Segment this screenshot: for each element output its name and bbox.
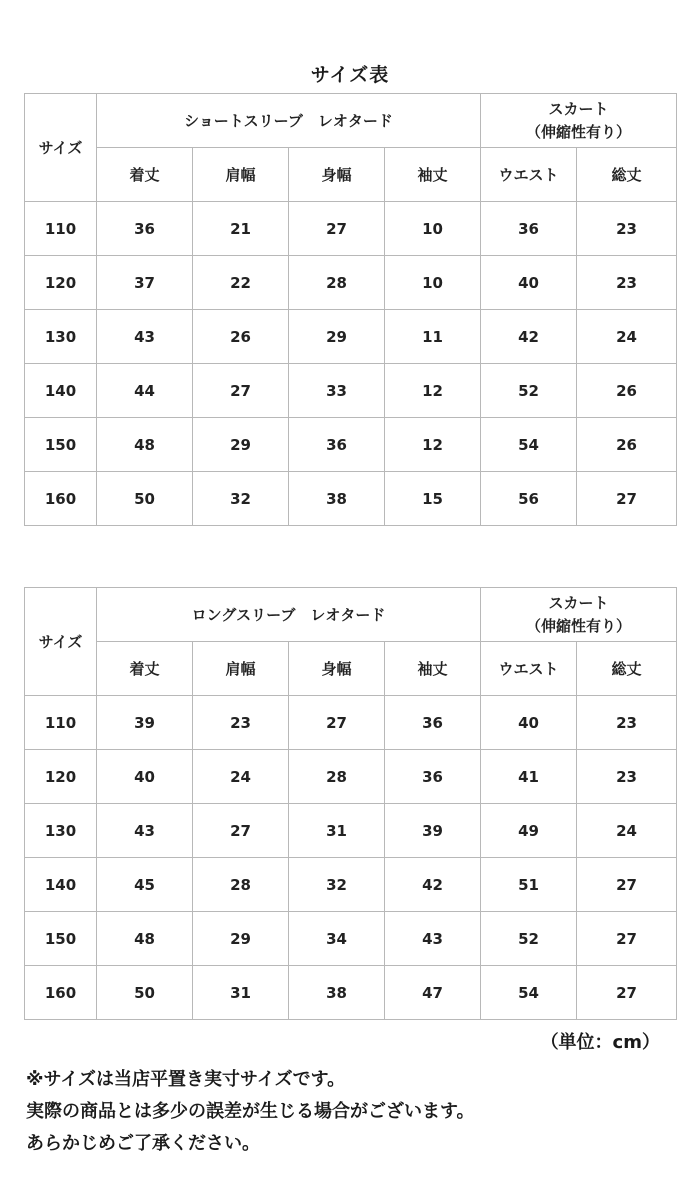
table-cell: 27 <box>289 696 385 750</box>
table-cell: 42 <box>481 310 577 364</box>
table-cell: 40 <box>481 696 577 750</box>
skirt-header-label: スカート <box>548 593 609 612</box>
table-cell: 110 <box>25 202 97 256</box>
page-title: サイズ表 <box>310 64 390 86</box>
table-cell: 38 <box>289 966 385 1020</box>
table-cell: 24 <box>193 750 289 804</box>
table-cell: 130 <box>25 310 97 364</box>
table-cell: 42 <box>385 858 481 912</box>
table-cell: 110 <box>25 696 97 750</box>
column-header: 袖丈 <box>385 642 481 696</box>
table-cell: 28 <box>289 256 385 310</box>
leotard-header: ショートスリーブ レオタード <box>97 94 481 148</box>
table-cell: 33 <box>289 364 385 418</box>
table-cell: 40 <box>481 256 577 310</box>
table-cell: 120 <box>25 256 97 310</box>
table-cell: 32 <box>193 472 289 526</box>
table-row <box>25 202 677 256</box>
table-row <box>25 696 677 750</box>
table-cell: 51 <box>481 858 577 912</box>
table-row <box>25 858 677 912</box>
table-cell: 27 <box>193 364 289 418</box>
column-header: 身幅 <box>289 148 385 202</box>
table-cell: 22 <box>193 256 289 310</box>
table-cell: 29 <box>289 310 385 364</box>
table-cell: 36 <box>385 696 481 750</box>
table-cell: 50 <box>97 472 193 526</box>
table-cell: 39 <box>385 804 481 858</box>
table-cell: 150 <box>25 418 97 472</box>
table-cell: 150 <box>25 912 97 966</box>
note-line: あらかじめご了承ください。 <box>26 1133 260 1154</box>
table-cell: 23 <box>193 696 289 750</box>
table-cell: 32 <box>289 858 385 912</box>
table-cell: 47 <box>385 966 481 1020</box>
table-cell: 160 <box>25 472 97 526</box>
table-cell: 27 <box>577 858 677 912</box>
table-cell: 52 <box>481 912 577 966</box>
table-row <box>25 804 677 858</box>
table-cell: 12 <box>385 364 481 418</box>
table-row <box>25 966 677 1020</box>
leotard-header: ロングスリーブ レオタード <box>97 588 481 642</box>
table-cell: 44 <box>97 364 193 418</box>
column-header: ウエスト <box>481 642 577 696</box>
column-header: 袖丈 <box>385 148 481 202</box>
table-cell: 27 <box>577 472 677 526</box>
column-header: 肩幅 <box>193 642 289 696</box>
skirt-header <box>481 94 677 148</box>
table-cell: 34 <box>289 912 385 966</box>
table-cell: 26 <box>577 364 677 418</box>
table-cell: 38 <box>289 472 385 526</box>
table-cell: 43 <box>97 310 193 364</box>
column-header: 総丈 <box>577 148 677 202</box>
table-cell: 27 <box>193 804 289 858</box>
table-cell: 36 <box>97 202 193 256</box>
skirt-header-label: スカート <box>548 99 609 118</box>
size-header: サイズ <box>25 588 97 696</box>
table-row <box>25 310 677 364</box>
table-cell: 12 <box>385 418 481 472</box>
table-cell: 31 <box>193 966 289 1020</box>
table-cell: 29 <box>193 912 289 966</box>
table-cell: 140 <box>25 858 97 912</box>
table-cell: 50 <box>97 966 193 1020</box>
table-cell: 24 <box>577 804 677 858</box>
table-cell: 26 <box>193 310 289 364</box>
table-cell: 36 <box>385 750 481 804</box>
table-cell: 28 <box>193 858 289 912</box>
table-cell: 41 <box>481 750 577 804</box>
table-cell: 45 <box>97 858 193 912</box>
table-cell: 52 <box>481 364 577 418</box>
table-cell: 43 <box>97 804 193 858</box>
unit-label: （単位：cm） <box>540 1032 660 1053</box>
table-row <box>25 912 677 966</box>
table-cell: 56 <box>481 472 577 526</box>
table-cell: 48 <box>97 912 193 966</box>
table-cell: 27 <box>577 912 677 966</box>
table-cell: 10 <box>385 202 481 256</box>
table-cell: 43 <box>385 912 481 966</box>
column-header: 肩幅 <box>193 148 289 202</box>
table-cell: 15 <box>385 472 481 526</box>
table-cell: 140 <box>25 364 97 418</box>
table-cell: 26 <box>577 418 677 472</box>
table-cell: 27 <box>289 202 385 256</box>
notes <box>26 1064 475 1160</box>
table-row <box>25 256 677 310</box>
column-header: 総丈 <box>577 642 677 696</box>
table-row <box>25 472 677 526</box>
short-sleeve-size-table <box>24 93 677 526</box>
table-cell: 23 <box>577 750 677 804</box>
table-cell: 49 <box>481 804 577 858</box>
table-cell: 23 <box>577 696 677 750</box>
table-cell: 130 <box>25 804 97 858</box>
note-line: ※サイズは当店平置き実寸サイズです。 <box>26 1069 346 1090</box>
table-cell: 39 <box>97 696 193 750</box>
table-cell: 36 <box>289 418 385 472</box>
long-sleeve-size-table <box>24 587 677 1020</box>
table-cell: 11 <box>385 310 481 364</box>
table-cell: 28 <box>289 750 385 804</box>
table-cell: 27 <box>577 966 677 1020</box>
column-header: 身幅 <box>289 642 385 696</box>
table-cell: 23 <box>577 202 677 256</box>
column-header: 着丈 <box>97 642 193 696</box>
table-cell: 54 <box>481 966 577 1020</box>
size-header: サイズ <box>25 94 97 202</box>
table-cell: 40 <box>97 750 193 804</box>
table-cell: 29 <box>193 418 289 472</box>
skirt-header <box>481 588 677 642</box>
table-cell: 54 <box>481 418 577 472</box>
table-cell: 37 <box>97 256 193 310</box>
note-line: 実際の商品とは多少の誤差が生じる場合がございます。 <box>26 1101 475 1122</box>
table-row <box>25 418 677 472</box>
skirt-header-note: （伸縮性有り） <box>526 122 632 141</box>
table-row <box>25 750 677 804</box>
table-cell: 36 <box>481 202 577 256</box>
table-cell: 21 <box>193 202 289 256</box>
table-cell: 23 <box>577 256 677 310</box>
table-cell: 10 <box>385 256 481 310</box>
table-row <box>25 364 677 418</box>
column-header: 着丈 <box>97 148 193 202</box>
table-cell: 48 <box>97 418 193 472</box>
table-cell: 24 <box>577 310 677 364</box>
skirt-header-note: （伸縮性有り） <box>526 616 632 635</box>
table-cell: 31 <box>289 804 385 858</box>
table-cell: 120 <box>25 750 97 804</box>
table-cell: 160 <box>25 966 97 1020</box>
column-header: ウエスト <box>481 148 577 202</box>
